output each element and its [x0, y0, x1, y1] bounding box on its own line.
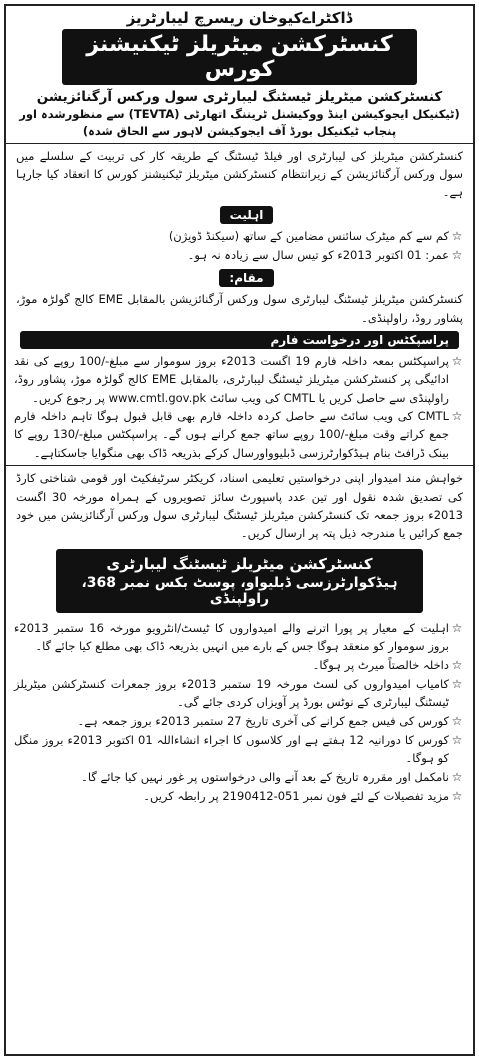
advertisement-page	[4, 4, 475, 1056]
course-title-banner: کنسٹرکشن میٹریلز ٹیکنیشنز کورس	[62, 29, 417, 85]
address-line-2: ہیڈکوارٹرزسی ڈبلیواو، پوسٹ بکس نمبر 368، راولپنڈی	[81, 574, 398, 607]
star-icon: ☆	[451, 713, 463, 728]
prospectus-item	[6, 407, 473, 462]
note-text: کامیاب امیدواروں کی لسٹ مورخہ 19 ستمبر 2013ء بروز جمعرات کنسٹرکشن میٹریلز ٹیسٹنگ لیبارٹری کے نوٹس بورڈ پر آویزاں کردی جائے گی۔	[14, 676, 449, 710]
star-icon: ☆	[451, 353, 463, 368]
note-text: داخلہ خالصتاً میرٹ پر ہوگا۔	[312, 657, 449, 672]
note-text: کورس کا دورانیہ 12 ہفتے ہے اور کلاسوں کا اجراء انشاءاللہ 01 اکتوبر 2013ء بروز منگل کو ہوگا۔	[14, 732, 449, 766]
star-icon: ☆	[451, 676, 463, 691]
star-icon: ☆	[451, 732, 463, 747]
venue-heading: مقام:	[219, 269, 273, 287]
star-icon: ☆	[451, 657, 463, 672]
note-item	[6, 675, 473, 712]
eligibility-heading: اہلیت	[220, 206, 274, 224]
venue-heading-wrap	[6, 265, 473, 290]
note-text: نامکمل اور مقررہ تاریخ کے بعد آنے والی درخواستوں پر غور نہیں کیا جائے گا۔	[81, 769, 449, 784]
note-text: کورس کی فیس جمع کرانے کی آخری تاریخ 27 ستمبر 2013ء بروز جمعہ ہے۔	[77, 713, 449, 728]
note-text: مزید تفصیلات کے لئے فون نمبر 051-2190412 پر رابطہ کریں۔	[143, 788, 449, 803]
star-icon: ☆	[451, 409, 463, 424]
note-item	[6, 768, 473, 787]
star-icon: ☆	[451, 769, 463, 784]
prospectus-heading: پراسپکٹس اور درخواست فارم	[20, 331, 459, 349]
eligibility-item	[6, 227, 473, 246]
organizer-subtitle: کنسٹرکشن میٹریلز ٹیسٹنگ لیبارٹری سول ورکس آرگنائزیشن	[36, 89, 443, 105]
venue-text: کنسٹرکشن میٹریلز ٹیسٹنگ لیبارٹری سول ورکس آرگنائزیشن بالمقابل EME کالج گولڑہ موڑ، پشاور روڈ، راولپنڈی۔	[16, 292, 464, 325]
eligibility-heading-wrap	[6, 202, 473, 227]
eligibility-item-text: کم سے کم میٹرک سائنس مضامین کے ساتھ (سیکنڈ ڈویژن)	[168, 228, 449, 243]
address-box	[56, 549, 423, 613]
divider	[6, 143, 473, 144]
approval-line-1: (ٹیکنیکل ایجوکیشن اینڈ ووکیشنل ٹریننگ اتھارٹی (TEVTA) سے منظورشدہ اور	[19, 107, 460, 122]
note-item	[6, 731, 473, 768]
application-paragraph: خواہش مند امیدوار اپنی درخواستیں تعلیمی اسناد، کریکٹر سرٹیفکیٹ اور قومی شناختی کارڈ کی تصدیق شدہ نقول اور تین عدد پاسپورٹ سائز تصویروں کے ہمراہ مورخہ 30 اگست 2013ء بروز جمعہ تک کنسٹرکشن میٹریلز ٹیسٹنگ لیبارٹری سول ورکس آرگنائزیشن میں خود جمع کرائیں یا مندرجہ ذیل پتہ پر ارسال کریں۔	[16, 471, 463, 541]
note-item	[6, 712, 473, 731]
star-icon: ☆	[451, 620, 463, 635]
note-text: اہلیت کے معیار پر پورا اترنے والے امیدواروں کا ٹیسٹ/انٹرویو مورخہ 16 ستمبر 2013ء بروز سوموار کو منعقد ہوگا جس کے بارے میں انہیں بذریعہ ڈاک بھی مطلع کیا جائے گا۔	[14, 620, 449, 654]
approval-line-2: پنجاب ٹیکنیکل بورڈ آف ایجوکیشن لاہور سے الحاق شدہ)	[82, 123, 397, 138]
eligibility-item	[6, 246, 473, 265]
star-icon: ☆	[451, 228, 463, 243]
star-icon: ☆	[451, 788, 463, 803]
address-line-1: کنسٹرکشن میٹریلز ٹیسٹنگ لیبارٹری	[106, 554, 373, 573]
prospectus-item-text: CMTL کی ویب سائٹ سے حاصل کردہ داخلہ فارم بھی قابل قبول ہوگا تاہم داخلہ فارم جمع کراتے وقت مبلغ-/100 روپے ساتھ جمع کرانے ہوں گے۔ پراسپکٹس مبلغ-/130 روپے کا بینک ڈرافٹ بنام ہیڈکوارٹرزسی ڈبلیوواورسال کرکے بذریعہ ڈاک بھی منگوایا جاسکتاہے۔	[14, 409, 449, 460]
eligibility-item-text: عمر: 01 اکتوبر 2013ء کو تیس سال سے زیادہ نہ ہو۔	[187, 247, 449, 262]
prospectus-item	[6, 352, 473, 407]
intro-paragraph: کنسٹرکشن میٹریلز کی لیبارٹری اور فیلڈ ٹیسٹنگ کے طریقہ کار کی تربیت کے سلسلے میں سول ورکس آرگنائزیشن کے زیرانتظام کنسٹرکشن میٹریلز ٹیکنیشنز کورس کا انعقاد کیا جارہا ہے۔	[16, 148, 463, 200]
note-item	[6, 787, 473, 806]
lab-title: ڈاکٹراےکیوخان ریسرچ لیبارٹریز	[126, 9, 353, 27]
note-item	[6, 656, 473, 675]
note-item	[6, 619, 473, 656]
divider	[6, 465, 473, 466]
prospectus-item-text: پراسپکٹس بمعہ داخلہ فارم 19 اگست 2013ء بروز سوموار سے مبلغ-/100 روپے کی نقد ادائیگی پر کنسٹرکشن میٹریلز ٹیسٹنگ لیبارٹری، بالمقابل EME کالج گولڑہ موڑ، پشاور روڈ، راولپنڈی سے حاصل کریں یا CMTL کی ویب سائٹ www.cmtl.gov.pk پر رجوع کریں۔	[14, 353, 449, 405]
star-icon: ☆	[451, 247, 463, 262]
